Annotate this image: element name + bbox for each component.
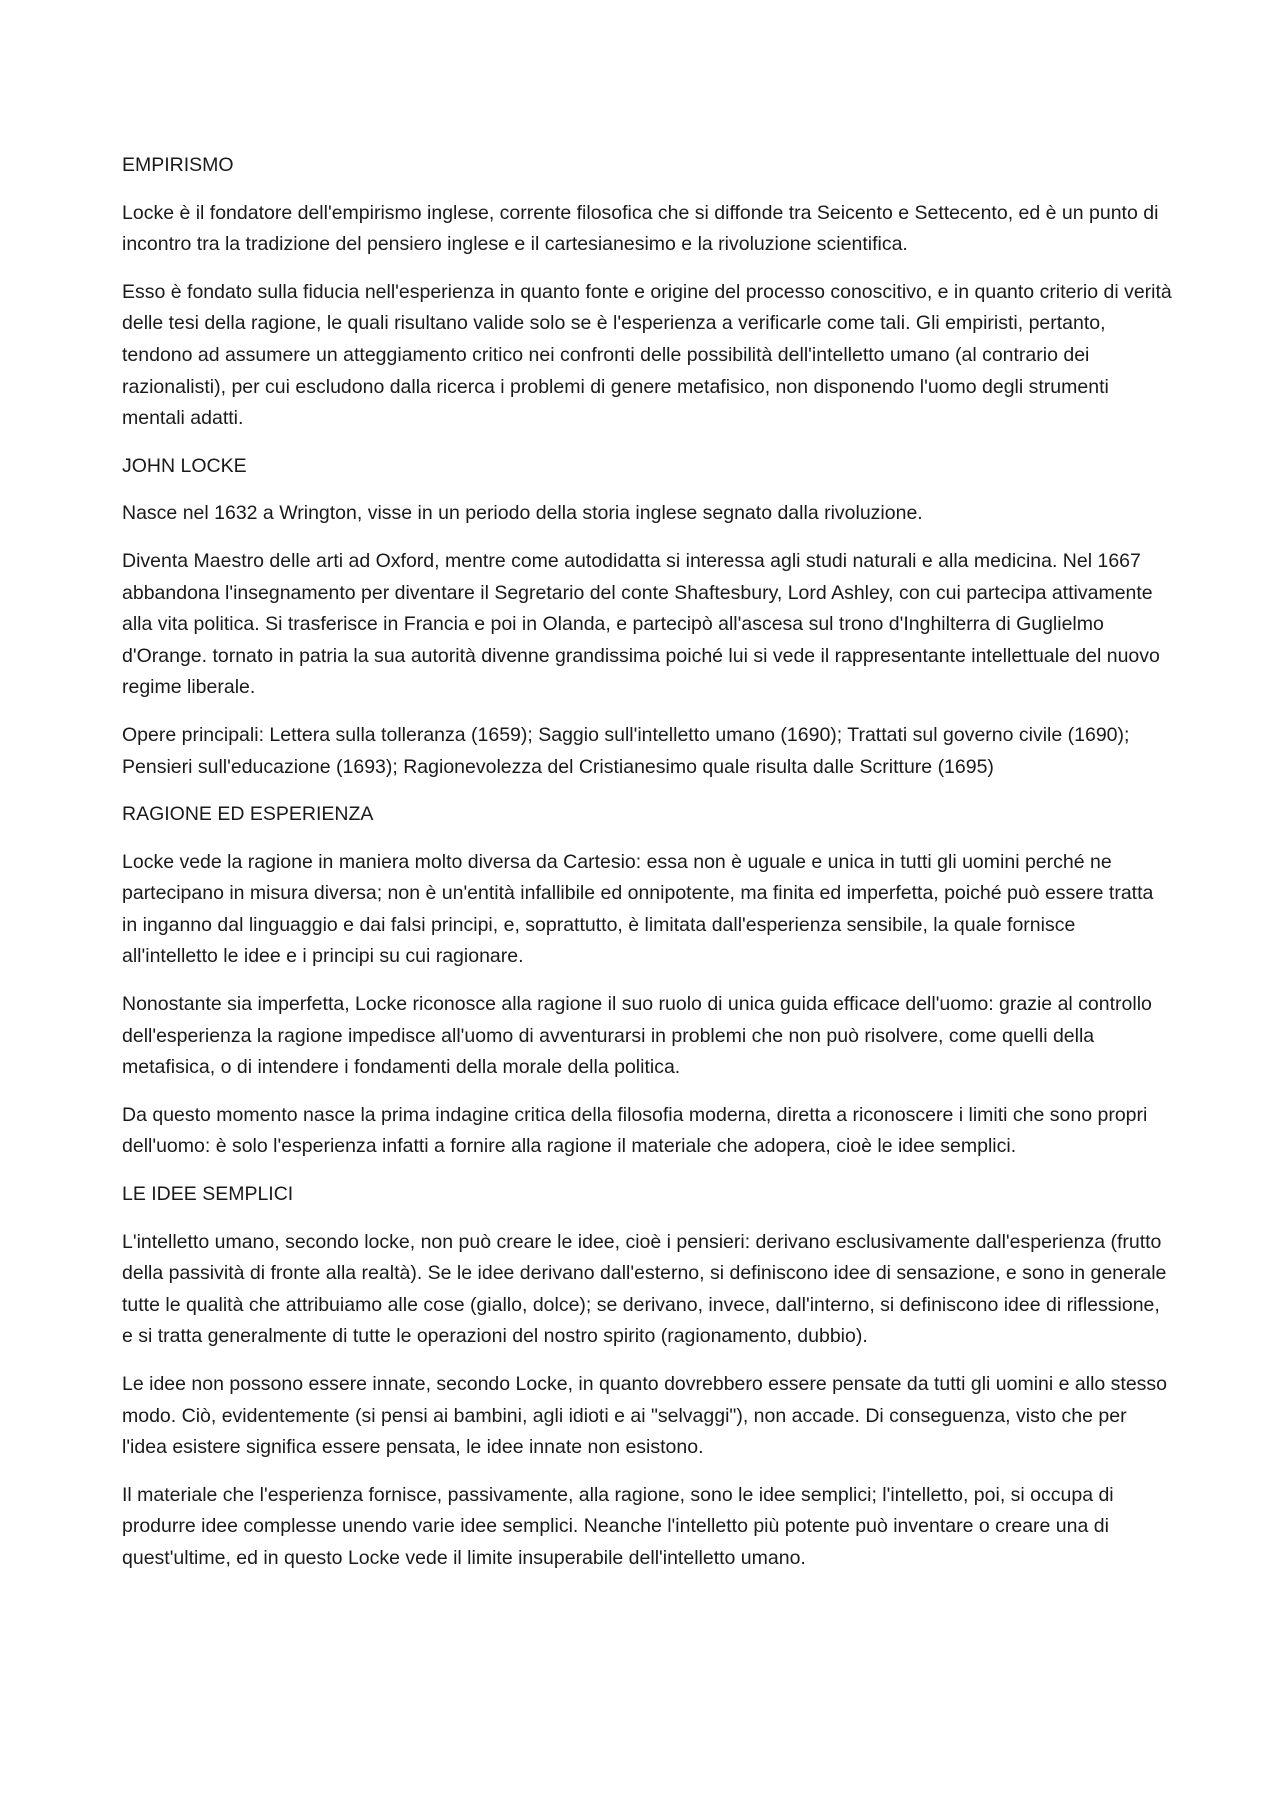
document-page: [122, 150, 1172, 1591]
paragraph: Il materiale che l'esperienza fornisce, passivamente, alla ragione, sono le idee semplici; l'intelletto, poi, si occupa di produrre idee complesse unendo varie idee semplici. Neanche l'intelletto più potente può inventare o creare una di quest'ultime, ed in questo Locke vede il limite insuperabile dell'intelletto umano.: [122, 1483, 1114, 1569]
paragraph: Locke è il fondatore dell'empirismo inglese, corrente filosofica che si diffonde tra Seicento e Settecento, ed è un punto di incontro tra la tradizione del pensiero inglese e il cartesianesimo e la rivoluzione scientifica.: [122, 201, 1159, 256]
paragraph: Le idee non possono essere innate, secondo Locke, in quanto dovrebbero essere pensate da tutti gli uomini e allo stesso modo. Ciò, evidentemente (si pensi ai bambini, agli idioti e ai "selvaggi"), non accade. Di conseguenza, visto che per l'idea esistere significa essere pensata, le idee innate non esistono.: [122, 1373, 1168, 1459]
paragraph: Locke vede la ragione in maniera molto diversa da Cartesio: essa non è uguale e unica in tutti gli uomini perché ne partecipano in misura diversa; non è un'entità infallibile ed onnipotente, ma finita ed imperfetta, poiché può essere tratta in inganno dal linguaggio e dai falsi principi, e, soprattutto, è limitata dall'esperienza sensibile, la quale fornisce all'intelletto le idee e i principi su cui ragionare.: [122, 850, 1154, 968]
section-john-locke: [122, 451, 1172, 783]
paragraph: Esso è fondato sulla fiducia nell'esperienza in quanto fonte e origine del processo conoscitivo, e in quanto criterio di verità delle tesi della ragione, le quali risultano valide solo se è l'esperienza a verificarle come tali. Gli empiristi, pertanto, tendono ad assumere un atteggiamento critico nei confronti delle possibilità dell'intelletto umano (al contrario dei razionalisti), per cui escludono dalla ricerca i problemi di genere metafisico, non disponendo l'uomo degli strumenti mentali adatti.: [122, 280, 1172, 430]
paragraph: Nonostante sia imperfetta, Locke riconosce alla ragione il suo ruolo di unica guida efficace dell'uomo: grazie al controllo dell'esperienza la ragione impedisce all'uomo di avventurarsi in problemi che non può risolvere, come quelli della metafisica, o di intendere i fondamenti della morale della politica.: [122, 993, 1152, 1079]
section-heading: RAGIONE ED ESPERIENZA: [122, 803, 374, 826]
paragraph: L'intelletto umano, secondo locke, non può creare le idee, cioè i pensieri: derivano esclusivamente dall'esperienza (frutto della passività di fronte alla realtà). Se le idee derivano dall'esterno, si definiscono idee di sensazione, e sono in generale tutte le qualità che attribuiamo alle cose (giallo, dolce); se derivano, invece, dall'interno, si definiscono idee di riflessione, e si tratta generalmente di tutte le operazioni del nostro spirito (ragionamento, dubbio).: [122, 1230, 1167, 1348]
section-le-idee-semplici: [122, 1179, 1172, 1575]
paragraph: Opere principali: Lettera sulla tolleranza (1659); Saggio sull'intelletto umano (1690); Trattati sul governo civile (1690); Pensieri sull'educazione (1693); Ragionevolezza del Cristianesimo quale risulta dalle Scritture (1695): [122, 723, 1130, 778]
paragraph: Da questo momento nasce la prima indagine critica della filosofia moderna, diretta a riconoscere i limiti che sono propri dell'uomo: è solo l'esperienza infatti a fornire alla ragione il materiale che adopera, cioè le idee semplici.: [122, 1103, 1148, 1158]
section-heading: LE IDEE SEMPLICI: [122, 1183, 294, 1206]
paragraph: Diventa Maestro delle arti ad Oxford, mentre come autodidatta si interessa agli studi naturali e alla medicina. Nel 1667 abbandona l'insegnamento per diventare il Segretario del conte Shaftesbury, Lord Ashley, con cui partecipa attivamente alla vita politica. Si trasferisce in Francia e poi in Olanda, e partecipò all'ascesa sul trono d'Inghilterra di Guglielmo d'Orange. tornato in patria la sua autorità divenne grandissima poiché lui si vede il rappresentante intellettuale del nuovo regime liberale.: [122, 549, 1160, 699]
section-empirismo: [122, 150, 1172, 435]
section-heading: EMPIRISMO: [122, 154, 234, 176]
section-ragione-ed-esperienza: [122, 799, 1172, 1163]
paragraph: Nasce nel 1632 a Wrington, visse in un periodo della storia inglese segnato dalla rivoluzione.: [122, 502, 923, 525]
section-heading: JOHN LOCKE: [122, 454, 247, 477]
